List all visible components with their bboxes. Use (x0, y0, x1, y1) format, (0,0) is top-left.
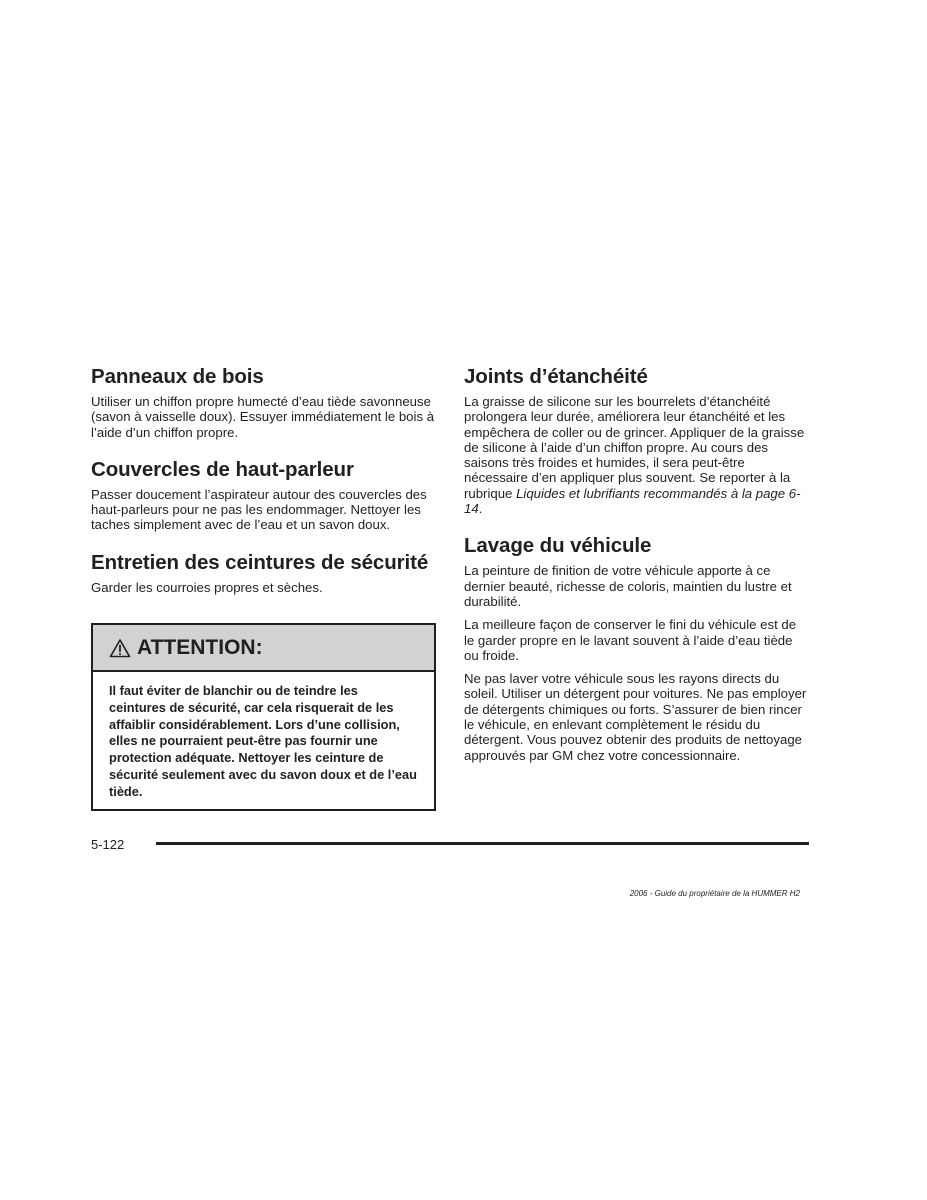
section-heading: Panneaux de bois (91, 365, 264, 388)
section-body: Passer doucement l’aspirateur autour des couvercles des haut-parleurs pour ne pas les endommager. Nettoyer les taches simplement avec de l’eau et un savon doux. (91, 486, 427, 533)
caution-box (91, 623, 436, 811)
body-text: La graisse de silicone sur les bourrelets d’étanchéité prolongera leur durée, améliorera leur étanchéité et les empêchera de coller ou de grincer. Appliquer de la graisse de silicone à l’aide d’un chiffon propre. Au cours des saisons très froides et humides, il sera peut-être nécessaire d’en appliquer plus souvent. Se reporter à la rubrique (464, 394, 805, 501)
caution-title: ATTENTION: (137, 635, 263, 659)
section-joints-etancheite (464, 364, 809, 516)
section-heading: Lavage du véhicule (464, 534, 652, 558)
section-lavage-vehicule (464, 533, 809, 763)
warning-triangle-icon (109, 638, 131, 658)
caution-header (93, 625, 434, 672)
guide-title: 2006 - Guide du propriétaire de la HUMMER H2 (629, 889, 800, 898)
section-entretien-ceintures (91, 550, 436, 595)
paragraph: La peinture de finition de votre véhicule apporte à ce dernier beauté, richesse de coloris, maintien du lustre et durabilité. (464, 563, 792, 609)
caution-body: Il faut éviter de blanchir ou de teindre les ceintures de sécurité, car cela risquerait de les affaiblir considérablement. Lors d’une collision, elles ne pourraient peut-être pas fournir une protection adéquate. Nettoyer les ceinture de sécurité seulement avec du savon doux et de l’eau tiède. (109, 683, 417, 799)
footer-rule (156, 842, 809, 845)
section-panneaux-de-bois (91, 364, 436, 440)
paragraph: La meilleure façon de conserver le fini du véhicule est de le garder propre en le lavant souvent à l’aide d’eau tiède ou froide. (464, 617, 797, 663)
section-heading: Joints d’étanchéité (464, 365, 648, 388)
section-couvercles-haut-parleur (91, 457, 436, 533)
section-heading: Entretien des ceintures de sécurité (91, 550, 429, 574)
section-body: Utiliser un chiffon propre humecté d’eau tiède savonneuse (savon à vaisselle doux). Essuyer immédiatement le bois à l’aide d’un chiffon propre. (91, 394, 435, 440)
section-body (464, 394, 809, 516)
page-number: 5-122 (91, 837, 125, 852)
right-column (464, 364, 809, 780)
cross-reference-link[interactable]: Liquides et lubrifiants recommandés à la page 6-14 (464, 485, 801, 517)
left-column (91, 364, 436, 612)
section-heading: Couvercles de haut-parleur (91, 457, 354, 481)
section-body: Garder les courroies propres et sèches. (91, 579, 323, 595)
body-text-end: . (478, 501, 483, 517)
paragraph: Ne pas laver votre véhicule sous les rayons directs du soleil. Utiliser un détergent pour voitures. Ne pas employer de détergents chimiques ou forts. S’assurer de bien rincer le véhicule, en enlevant complètement le résidu du détergent. Vous pouvez obtenir des produits de nettoyage approuvés par GM chez votre concessionnaire. (464, 671, 807, 763)
